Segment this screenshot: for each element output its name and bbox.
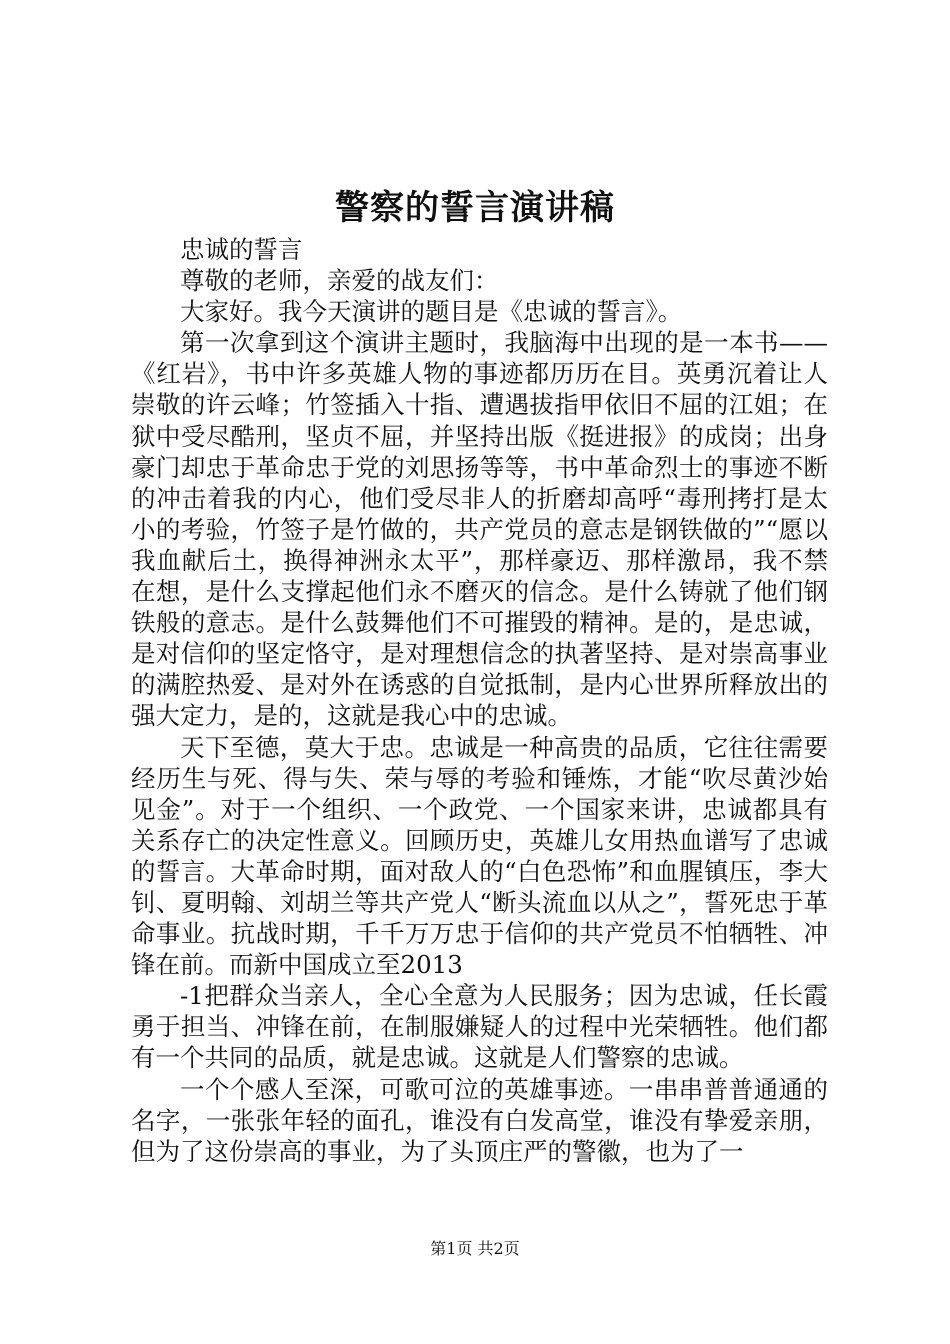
paragraph: 一个个感人至深，可歌可泣的英雄事迹。一串串普普通通的名字，一张张年轻的面孔，谁没有白发高堂，谁没有挚爱亲朋，但为了这份崇高的事业，为了头顶庄严的警徽，也为了一 [131,1074,828,1166]
paragraph: 尊敬的老师，亲爱的战友们： [180,266,499,296]
paragraph: 第一次拿到这个演讲主题时，我脑海中出现的是一本书——《红岩》，书中许多英雄人物的事迹都历历在目。英勇沉着让人崇敬的许云峰；竹签插入十指、遭遇拔指甲依旧不屈的江姐；在狱中受尽酷刑，坚贞不屈，并坚持出版《挺进报》的成岗；出身豪门却忠于革命忠于党的刘思扬等等，书中革命烈士的事迹不断的冲击着我的内心，他们受尽非人的折磨却高呼“毒刑拷打是太小的考验，竹签子是竹做的，共产党员的意志是钢铁做的”“愿以我血献后土，换得神洲永太平”，那样豪迈、那样激昂，我不禁在想，是什么支撑起他们永不磨灭的信念。是什么铸就了他们钢铁般的意志。是什么鼓舞他们不可摧毁的精神。是的，是忠诚，是对信仰的坚定恪守，是对理想信念的执著坚持、是对崇高事业的满腔热爱、是对外在诱惑的自觉抵制，是内心世界所释放出的强大定力，是的，这就是我心中的忠诚。 [131,328,828,731]
paragraph: 忠诚的誓言 [180,235,303,264]
document-title: 警察的誓言演讲稿 [335,188,615,228]
page-footer: 第1页 共2页 [430,1239,520,1258]
paragraph: -1把群众当亲人，全心全意为人民服务；因为忠诚，任长霞勇于担当、冲锋在前，在制服嫌疑人的过程中光荣牺牲。他们都有一个共同的品质，就是忠诚。这就是人们警察的忠诚。 [131,981,828,1073]
document-body [131,234,828,1167]
paragraph: 大家好。我今天演讲的题目是《忠诚的誓言》。 [180,297,683,327]
paragraph: 天下至德，莫大于忠。忠诚是一种高贵的品质，它往往需要经历生与死、得与失、荣与辱的考验和锤炼，才能“吹尽黄沙始见金”。对于一个组织、一个政党、一个国家来讲，忠诚都具有关系存亡的决定性意义。回顾历史，英雄儿女用热血谱写了忠诚的誓言。大革命时期，面对敌人的“白色恐怖”和血腥镇压，李大钊、夏明翰、刘胡兰等共产党人“断头流血以从之”，誓死忠于革命事业。抗战时期，千千万万忠于信仰的共产党员不怕牺牲、冲锋在前。而新中国成立至2013 [131,732,828,980]
